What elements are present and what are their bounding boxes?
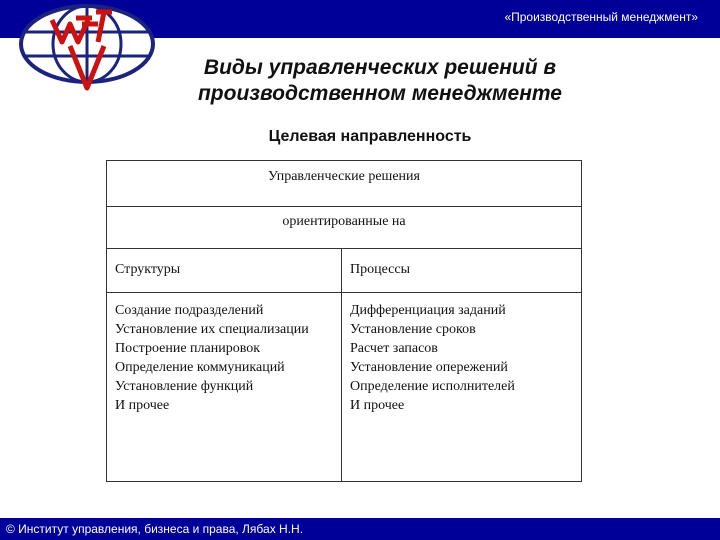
list-item: Установление их специализации — [115, 322, 309, 337]
structures-list — [115, 301, 341, 415]
list-item: Построение планировок — [115, 341, 261, 356]
list-item: Установление опережений — [350, 360, 508, 375]
list-item: Создание подразделений — [115, 303, 264, 318]
list-item: Дифференциация заданий — [350, 303, 506, 318]
table-subheader-cell: ориентированные на — [107, 207, 581, 249]
list-item: Расчет запасов — [350, 341, 438, 356]
slide-subtitle: Целевая направленность — [268, 128, 472, 145]
list-item: И прочее — [350, 398, 405, 413]
slide-title-line1: Виды управленческих решений в — [203, 56, 557, 79]
list-item: Установление сроков — [350, 322, 476, 337]
slide-title-line2: производственном менеджменте — [197, 82, 562, 105]
slide-title — [150, 55, 610, 107]
column-divider — [341, 249, 342, 481]
list-item: И прочее — [115, 398, 170, 413]
column-header-structures: Структуры — [115, 262, 181, 277]
decisions-table — [106, 160, 582, 482]
column-header-processes: Процессы — [350, 262, 410, 277]
list-item: Установление функций — [115, 379, 254, 394]
logo-emblem-icon — [12, 2, 162, 92]
institute-logo — [12, 2, 162, 92]
list-item: Определение исполнителей — [350, 379, 515, 394]
course-title: «Производственный менеджмент» — [504, 10, 698, 24]
processes-list — [350, 301, 576, 415]
footer-copyright: © Институт управления, бизнеса и права, Лябах Н.Н. — [6, 522, 304, 536]
list-item: Определение коммуникаций — [115, 360, 285, 375]
table-header-cell: Управленческие решения — [107, 161, 581, 207]
table-column-headers — [107, 249, 581, 293]
footer-bar — [0, 518, 720, 540]
table-body-row — [107, 293, 581, 481]
